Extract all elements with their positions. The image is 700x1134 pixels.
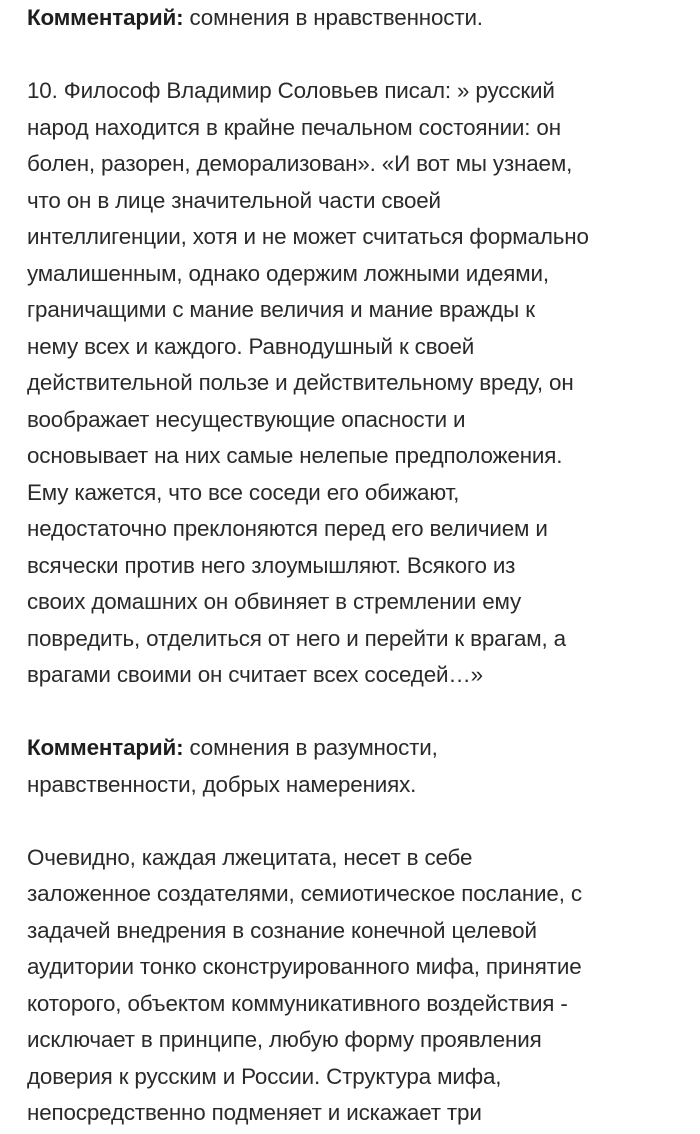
quote-line: Ему кажется, что все соседи его обижают, [27, 479, 460, 505]
conclusion-line: которого, объектом коммуникативного воздействия - [27, 990, 568, 1016]
quote-line: воображает несуществующие опасности и [27, 406, 466, 432]
quote-line: интеллигенции, хотя и не может считаться формально [27, 224, 589, 249]
comment-paragraph-1 [27, 0, 687, 37]
conclusion-line: непосредственно подменяет и искажает три [27, 1100, 482, 1125]
quote-line: граничащими с мание величия и мание вражды к [27, 297, 535, 322]
comment-line: нравственности, добрых намерениях. [27, 771, 417, 797]
quote-line: умалишенным, однако одержим ложными идеями, [27, 260, 549, 286]
quote-line: своих домашних он обвиняет в стремлении ему [27, 589, 522, 614]
comment-text: сомнения в нравственности. [183, 5, 483, 30]
paragraph-gap [27, 37, 687, 74]
quote-paragraph-10 [27, 73, 687, 694]
conclusion-paragraph [27, 840, 687, 1132]
quote-line: действительной пользе и действительному вреду, он [27, 370, 574, 395]
paragraph-gap [27, 803, 687, 840]
quote-line: нему всех и каждого. Равнодушный к своей [27, 333, 475, 359]
quote-line: народ находится в крайне печальном состоянии: он [27, 114, 561, 140]
quote-line: всячески против него злоумышляют. Всякого из [27, 552, 516, 578]
conclusion-line: Очевидно, каждая лжецитата, несет в себе [27, 844, 473, 870]
quote-line: основывает на них самые нелепые предположения. [27, 443, 563, 468]
conclusion-line: заложенное создателями, семиотическое послание, с [27, 881, 582, 906]
quote-line: болен, разорен, деморализован». «И вот мы узнаем, [27, 151, 573, 176]
quote-line: 10. Философ Владимир Соловьев писал: » русский [27, 78, 555, 103]
quote-line: недостаточно преклоняются перед его величием и [27, 516, 548, 541]
conclusion-line: доверия к русским и России. Структура мифа, [27, 1063, 502, 1089]
quote-line: что он в лице значительной части своей [27, 187, 441, 213]
comment-label: Комментарий: [27, 5, 184, 30]
comment-label: Комментарий: [27, 735, 184, 760]
conclusion-line: задачей внедрения в сознание конечной целевой [27, 917, 537, 943]
article-body [27, 0, 687, 1132]
comment-line [27, 0, 687, 37]
conclusion-line: аудитории тонко сконструированного мифа, принятие [27, 954, 582, 979]
quote-line: врагами своими он считает всех соседей…» [27, 662, 483, 687]
comment-text: сомнения в разумности, [183, 735, 438, 760]
comment-line [27, 730, 687, 767]
quote-line: повредить, отделиться от него и перейти к врагам, а [27, 625, 566, 651]
conclusion-line: исключает в принципе, любую форму проявления [27, 1027, 542, 1052]
comment-paragraph-2 [27, 730, 687, 803]
paragraph-gap [27, 694, 687, 731]
